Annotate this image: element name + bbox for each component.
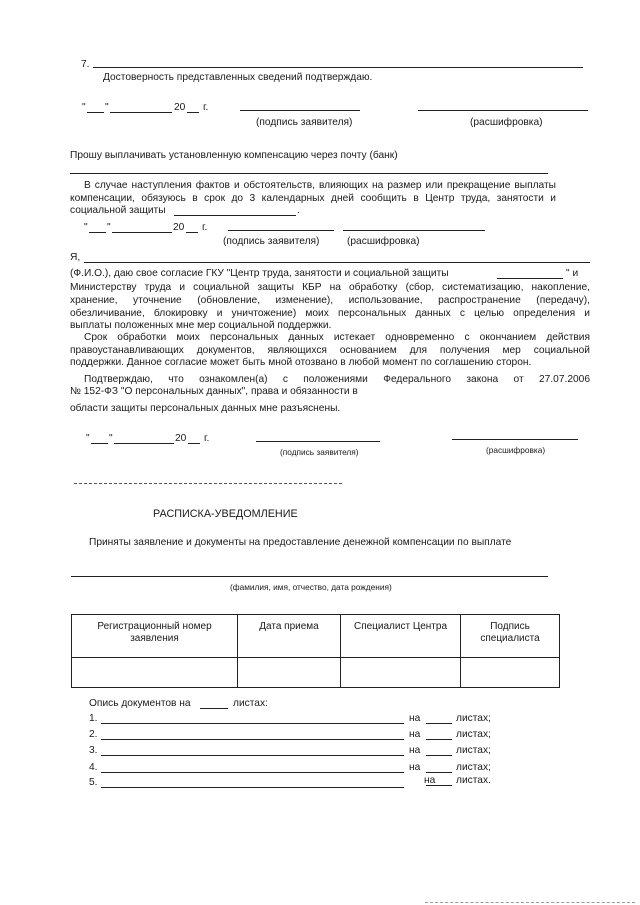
year-field[interactable] <box>187 112 199 113</box>
obligation-line-3: социальной защиты <box>70 205 166 216</box>
signature-label: (подпись заявителя) <box>256 117 353 128</box>
period-line-3: поддержки. Данное согласие может быть мной отозвано в любой момент по соглашению сторон. <box>70 357 532 368</box>
scan-edge-line <box>425 902 635 903</box>
law-line-3: области защиты персональных данных мне разъяснены. <box>70 403 341 414</box>
fio-label: (фамилия, имя, отчество, дата рождения) <box>230 582 392 592</box>
cell-date[interactable] <box>238 658 341 688</box>
month-field[interactable] <box>110 112 172 113</box>
year-field[interactable] <box>186 232 198 233</box>
year-field[interactable] <box>188 443 200 444</box>
inventory-title: Опись документов на <box>89 698 191 709</box>
consent-line-4: обезличивание, блокировку и уничтожение) моих персональных данных с целью определения и <box>70 308 590 319</box>
sheet-count-field[interactable] <box>200 708 228 709</box>
cell-signature[interactable] <box>461 658 560 688</box>
header-signature: Подпись специалиста <box>461 615 560 658</box>
day-field[interactable] <box>91 443 108 444</box>
receipt-title: РАСПИСКА-УВЕДОМЛЕНИЕ <box>153 508 298 520</box>
header-reg-number: Регистрационный номер заявления <box>72 615 238 658</box>
signature-line[interactable] <box>256 441 380 442</box>
item7-input-line[interactable] <box>93 67 583 68</box>
cell-reg-number[interactable] <box>72 658 238 688</box>
doc-name-field[interactable] <box>101 739 404 740</box>
month-field[interactable] <box>114 443 174 444</box>
decode-line[interactable] <box>452 439 578 440</box>
consent-ya: Я, <box>70 252 81 263</box>
consent-line-3: хранение, уточнение (обновление, изменение), использование, распространение (передачу), <box>70 295 590 306</box>
sheets-field[interactable] <box>426 785 452 786</box>
consent-line-1: (Ф.И.О.), даю свое согласие ГКУ "Центр труда, занятости и социальной защиты <box>70 268 449 279</box>
sheets-field[interactable] <box>426 755 452 756</box>
header-specialist: Специалист Центра <box>341 615 461 658</box>
day-field[interactable] <box>87 112 104 113</box>
doc-name-field[interactable] <box>101 787 404 788</box>
decode-label: (расшифровка) <box>470 117 543 128</box>
signature-line[interactable] <box>240 110 360 111</box>
cell-specialist[interactable] <box>341 658 461 688</box>
bank-input-line[interactable] <box>70 173 548 174</box>
decode-line[interactable] <box>343 230 485 231</box>
sheets-field[interactable] <box>426 772 452 773</box>
receipt-accepted-text: Приняты заявление и документы на предоставление денежной компенсации по выплате <box>89 537 512 548</box>
decode-label: (расшифровка) <box>486 445 546 455</box>
obligation-line-2: компенсации, обязуюсь в срок до 3 календарных дней сообщить в Центр труда, занятости и <box>70 193 556 204</box>
applicant-input-line[interactable] <box>71 576 548 577</box>
sheets-field[interactable] <box>426 723 452 724</box>
doc-name-field[interactable] <box>101 755 404 756</box>
decode-label: (расшифровка) <box>347 236 420 247</box>
day-field[interactable] <box>89 232 106 233</box>
signature-label: (подпись заявителя) <box>280 447 359 457</box>
header-date: Дата приема <box>238 615 341 658</box>
doc-name-field[interactable] <box>101 723 404 724</box>
registration-table <box>71 614 560 688</box>
signature-label: (подпись заявителя) <box>223 236 320 247</box>
payment-text: Прошу выплачивать установленную компенсацию через почту (банк) <box>70 150 398 161</box>
consent-line-5: выплаты положенных мне мер социальной поддержки. <box>70 320 332 331</box>
doc-name-field[interactable] <box>101 772 404 773</box>
confirm-text: Достоверность представленных сведений подтверждаю. <box>103 72 373 83</box>
sheets-field[interactable] <box>426 739 452 740</box>
fio-input-line[interactable] <box>84 262 590 263</box>
obligation-line-1: В случае наступления фактов и обстоятельств, влияющих на размер или прекращение выплаты <box>84 180 556 191</box>
center-name-field[interactable] <box>174 215 296 216</box>
consent-line-2: Министерству труда и социальной защиты КБР на обработку (сбор, систематизацию, накопление, <box>70 282 590 293</box>
law-line-1: Подтверждаю, что ознакомлен(а) с положениями Федерального закона от 27.07.2006 <box>84 374 590 385</box>
item-number: 7. <box>81 59 90 70</box>
period-line-2: правоустанавливающих документов, являющихся основанием для получения мер социальной <box>70 345 590 356</box>
cut-line <box>74 483 342 484</box>
signature-line[interactable] <box>228 230 334 231</box>
decode-line[interactable] <box>418 110 588 111</box>
law-line-2: № 152-ФЗ "О персональных данных", права и обязанности в <box>70 386 358 397</box>
center-name-field-2[interactable] <box>497 278 563 279</box>
month-field[interactable] <box>112 232 172 233</box>
period-line-1: Срок обработки моих персональных данных истекает одновременно с окончанием действия <box>84 332 590 343</box>
